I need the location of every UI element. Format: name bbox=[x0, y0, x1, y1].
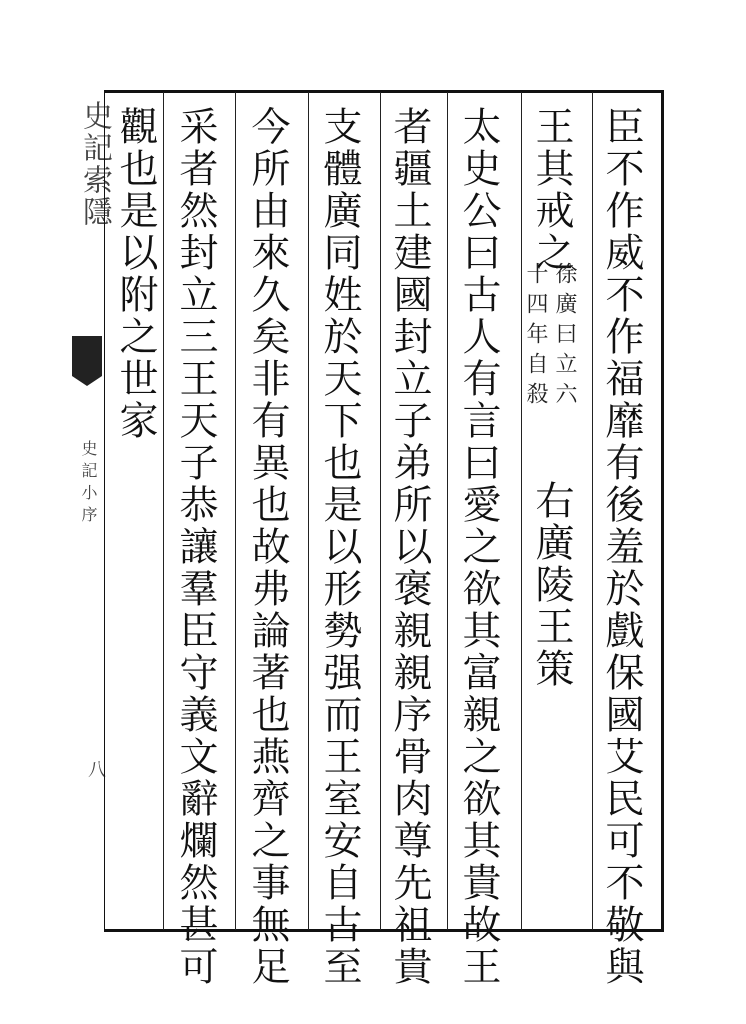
text-column-6: 今所由來久矣非有異也故弗論著也燕齊之事無足 bbox=[245, 106, 290, 988]
text-column-1: 臣不作威不作福靡有後羞於戲保國艾民可不敬與 bbox=[599, 106, 644, 988]
column-rule bbox=[521, 92, 522, 930]
text-column-5: 支體廣同姓於天下也是以形勢强而王室安自古至 bbox=[317, 106, 362, 988]
text-column-4: 者疆土建國封立子弟所以褒親親序骨肉尊先祖貴 bbox=[387, 106, 432, 988]
margin-page-number: 八 bbox=[85, 760, 106, 778]
column-rule bbox=[308, 92, 309, 930]
text-column-2: 王其戒之 bbox=[529, 106, 574, 274]
section-heading: 右廣陵王策 bbox=[529, 480, 574, 690]
column-rule bbox=[447, 92, 448, 930]
column-rule bbox=[380, 92, 381, 930]
margin-section-label: 史記小序 bbox=[79, 440, 98, 528]
text-column-7: 采者然封立三王天子恭讓羣臣守義文辭爛然甚可 bbox=[173, 106, 218, 988]
fish-tail-mark bbox=[72, 336, 102, 376]
annotation-line-2: 十四年自殺 bbox=[523, 262, 548, 412]
text-column-3: 太史公曰古人有言曰愛之欲其富親之欲其貴故王 bbox=[456, 106, 501, 988]
margin-book-title: 史記索隱 bbox=[77, 100, 112, 228]
column-rule bbox=[235, 92, 236, 930]
annotation-line-1: 徐廣曰立六 bbox=[552, 262, 577, 412]
column-rule bbox=[592, 92, 593, 930]
column-rule bbox=[163, 92, 164, 930]
text-column-8: 觀也是以附之世家 bbox=[113, 106, 158, 442]
